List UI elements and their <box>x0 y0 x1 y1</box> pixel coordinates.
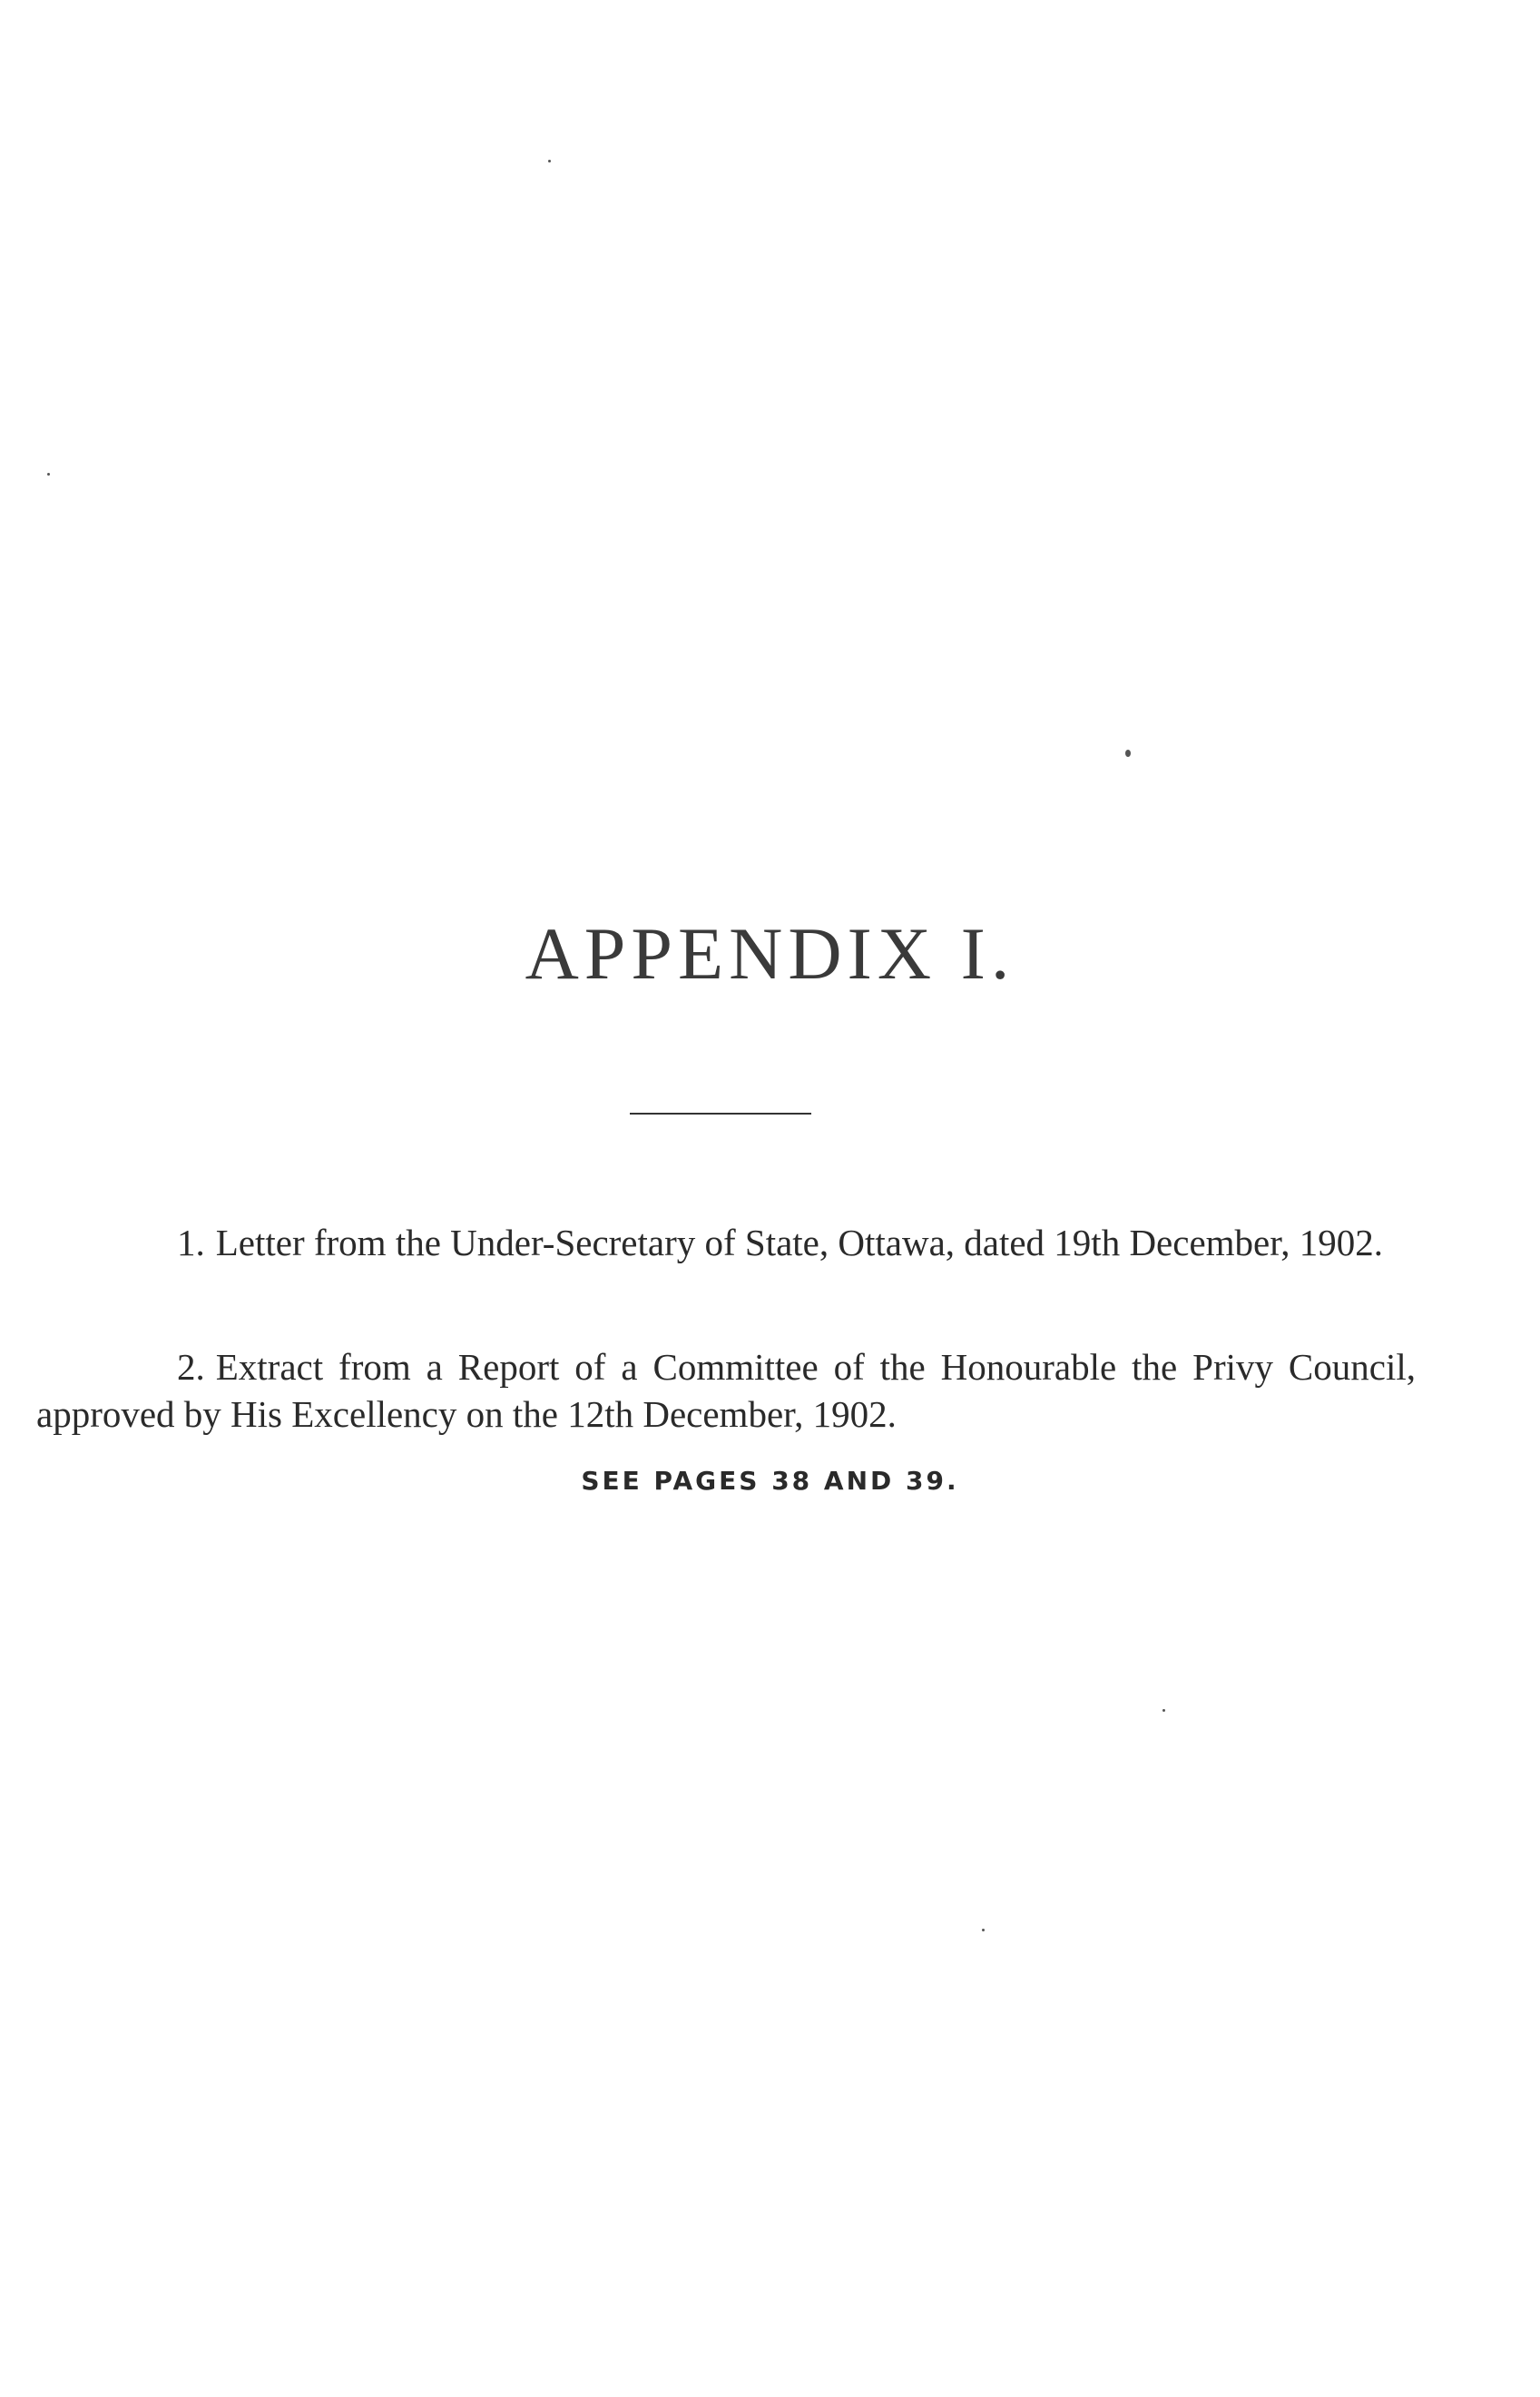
appendix-item <box>36 1219 1416 1266</box>
appendix-title: APPENDIX I. <box>525 912 1015 995</box>
item-text: Letter from the Under-Secretary of State, Ottawa, dated 19th December, 1902. <box>215 1222 1384 1263</box>
item-number: 1. <box>177 1222 205 1263</box>
scan-speck <box>1162 1709 1165 1712</box>
page-reference: SEE PAGES 38 AND 39. <box>581 1466 959 1496</box>
scan-speck <box>548 160 551 162</box>
scan-speck <box>1125 750 1131 757</box>
appendix-item <box>36 1343 1416 1438</box>
title-divider <box>630 1113 811 1115</box>
item-number: 2. <box>177 1346 205 1388</box>
item-text: Extract from a Report of a Committee of the Honourable the Privy Council, approved by His Excellency on the 12th December, 1902. <box>36 1346 1416 1435</box>
scan-speck <box>982 1929 985 1931</box>
scan-speck <box>47 473 50 476</box>
